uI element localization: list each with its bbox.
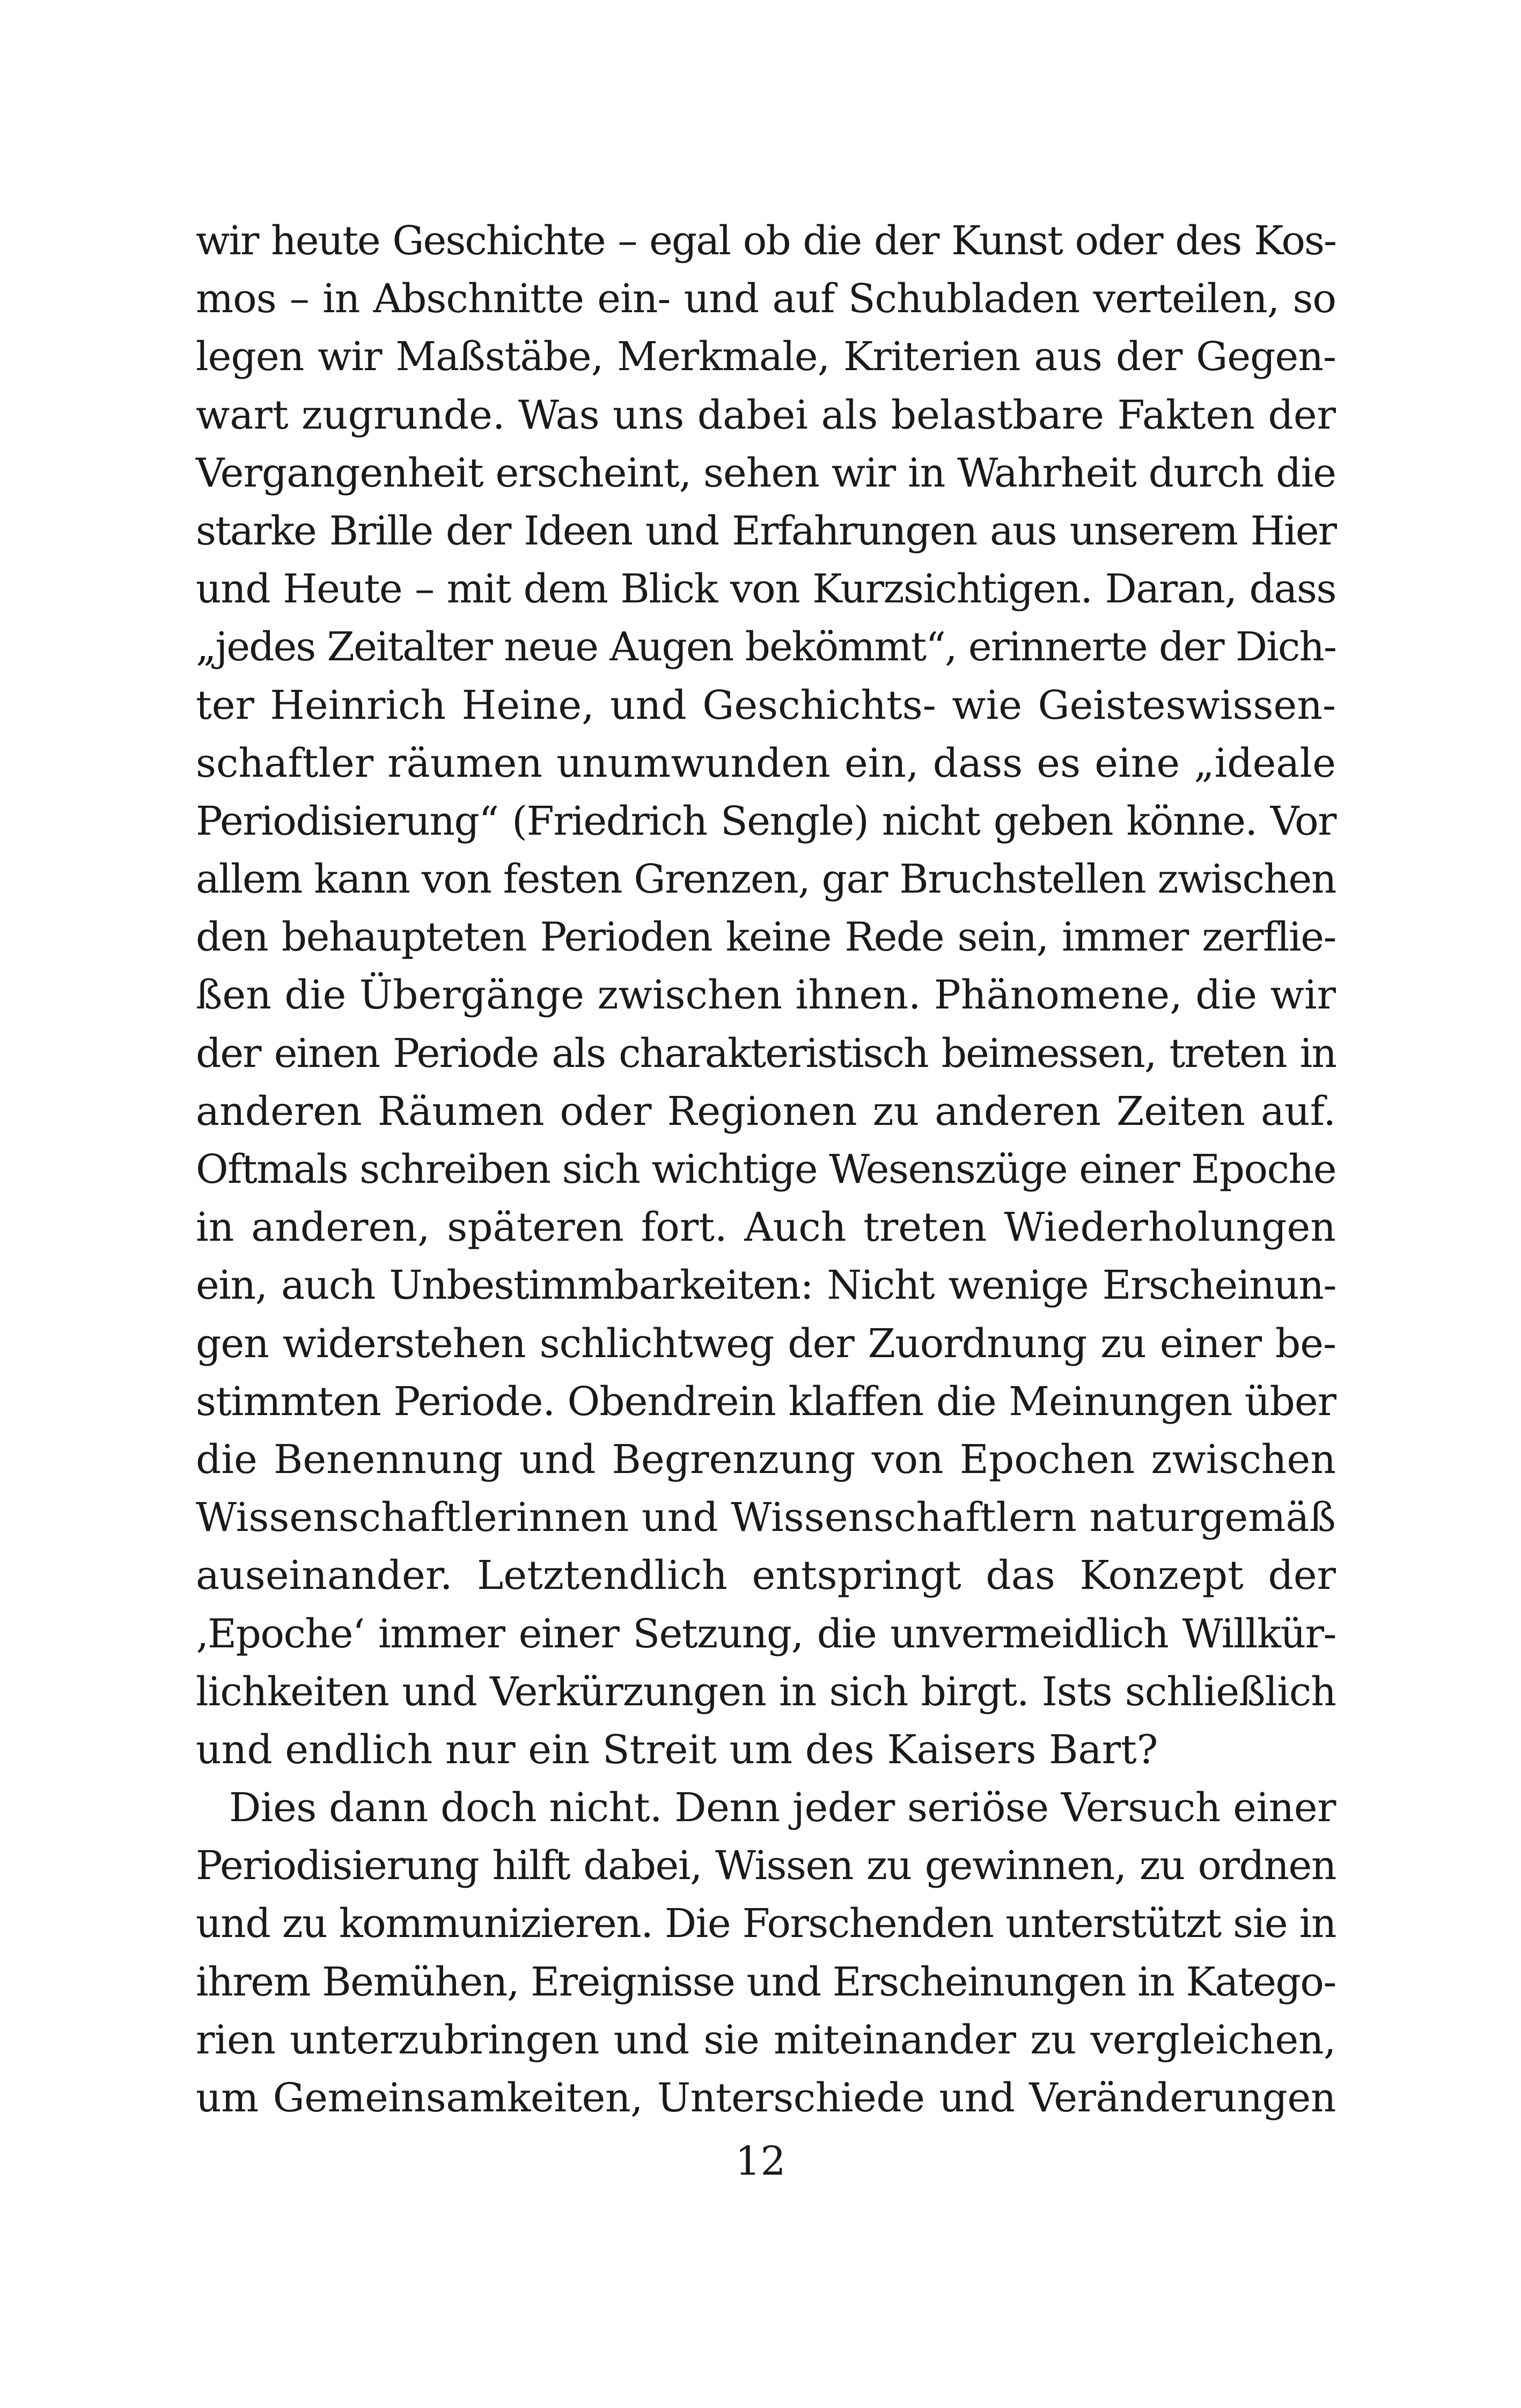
- text-line: und Heute – mit dem Blick von Kurzsichtigen. Daran, dass: [196, 566, 1336, 613]
- text-line: Oftmals schreiben sich wichtige Wesenszüge einer Epoche: [196, 1146, 1336, 1192]
- text-line: wart zugrunde. Was uns dabei als belastbare Fakten der: [196, 392, 1336, 438]
- text-line: wir heute Geschichte – egal ob die der Kunst oder des Kos-: [196, 218, 1336, 264]
- paragraph-1: [196, 212, 1336, 1779]
- text-line: den behaupteten Perioden keine Rede sein, immer zerflie-: [196, 914, 1336, 961]
- text-line: Wissenschaftlerinnen und Wissenschaftlern naturgemäß: [196, 1494, 1336, 1541]
- paragraph-2: [196, 1779, 1336, 2127]
- text-line: anderen Räumen oder Regionen zu anderen Zeiten auf.: [196, 1088, 1336, 1135]
- text-line: rien unterzubringen und sie miteinander zu vergleichen,: [196, 2016, 1336, 2063]
- text-line: der einen Periode als charakteristisch beimessen, treten in: [196, 1030, 1336, 1077]
- text-line: Periodisierung“ (Friedrich Sengle) nicht geben könne. Vor: [196, 798, 1336, 844]
- text-line: lichkeiten und Verkürzungen in sich birgt. Ists schließlich: [196, 1668, 1336, 1715]
- text-line: ihrem Bemühen, Ereignisse und Erscheinungen in Katego-: [196, 1958, 1336, 2005]
- text-line: stimmten Periode. Obendrein klaffen die Meinungen über: [196, 1378, 1336, 1425]
- text-line: gen widerstehen schlichtweg der Zuordnung zu einer be-: [196, 1320, 1336, 1367]
- text-line: schaftler räumen unumwunden ein, dass es eine „ideale: [196, 740, 1336, 786]
- body-text: [196, 212, 1336, 2127]
- text-line: ein, auch Unbestimmbarkeiten: Nicht wenige Erscheinun-: [196, 1262, 1336, 1309]
- text-line: Periodisierung hilft dabei, Wissen zu gewinnen, zu ordnen: [196, 1843, 1336, 1889]
- text-line: starke Brille der Ideen und Erfahrungen aus unserem Hier: [196, 507, 1336, 554]
- text-line: in anderen, späteren fort. Auch treten Wiederholungen: [196, 1204, 1336, 1251]
- text-line: Vergangenheit erscheint, sehen wir in Wahrheit durch die: [196, 450, 1336, 496]
- page-number: 12: [735, 2138, 786, 2184]
- text-line: und endlich nur ein Streit um des Kaisers Bart?: [196, 1726, 1158, 1773]
- text-line: ter Heinrich Heine, und Geschichts- wie Geisteswissen-: [196, 682, 1336, 728]
- text-line: Dies dann doch nicht. Denn jeder seriöse Versuch einer: [229, 1785, 1336, 1831]
- text-line: mos – in Abschnitte ein- und auf Schubladen verteilen, so: [196, 276, 1336, 322]
- text-line: und zu kommunizieren. Die Forschenden unterstützt sie in: [196, 1901, 1336, 1947]
- text-line: „jedes Zeitalter neue Augen bekömmt“, erinnerte der Dich-: [196, 624, 1336, 671]
- text-line: ßen die Übergänge zwischen ihnen. Phänomene, die wir: [196, 972, 1336, 1019]
- text-line: allem kann von festen Grenzen, gar Bruchstellen zwischen: [196, 856, 1336, 903]
- text-line: um Gemeinsamkeiten, Unterschiede und Veränderungen: [196, 2075, 1336, 2121]
- text-line: ‚Epoche‘ immer einer Setzung, die unvermeidlich Willkür-: [196, 1610, 1336, 1657]
- text-line: die Benennung und Begrenzung von Epochen zwischen: [196, 1436, 1336, 1483]
- text-line: auseinander. Letztendlich entspringt das Konzept der: [196, 1552, 1336, 1599]
- text-line: legen wir Maßstäbe, Merkmale, Kriterien aus der Gegen-: [196, 334, 1336, 380]
